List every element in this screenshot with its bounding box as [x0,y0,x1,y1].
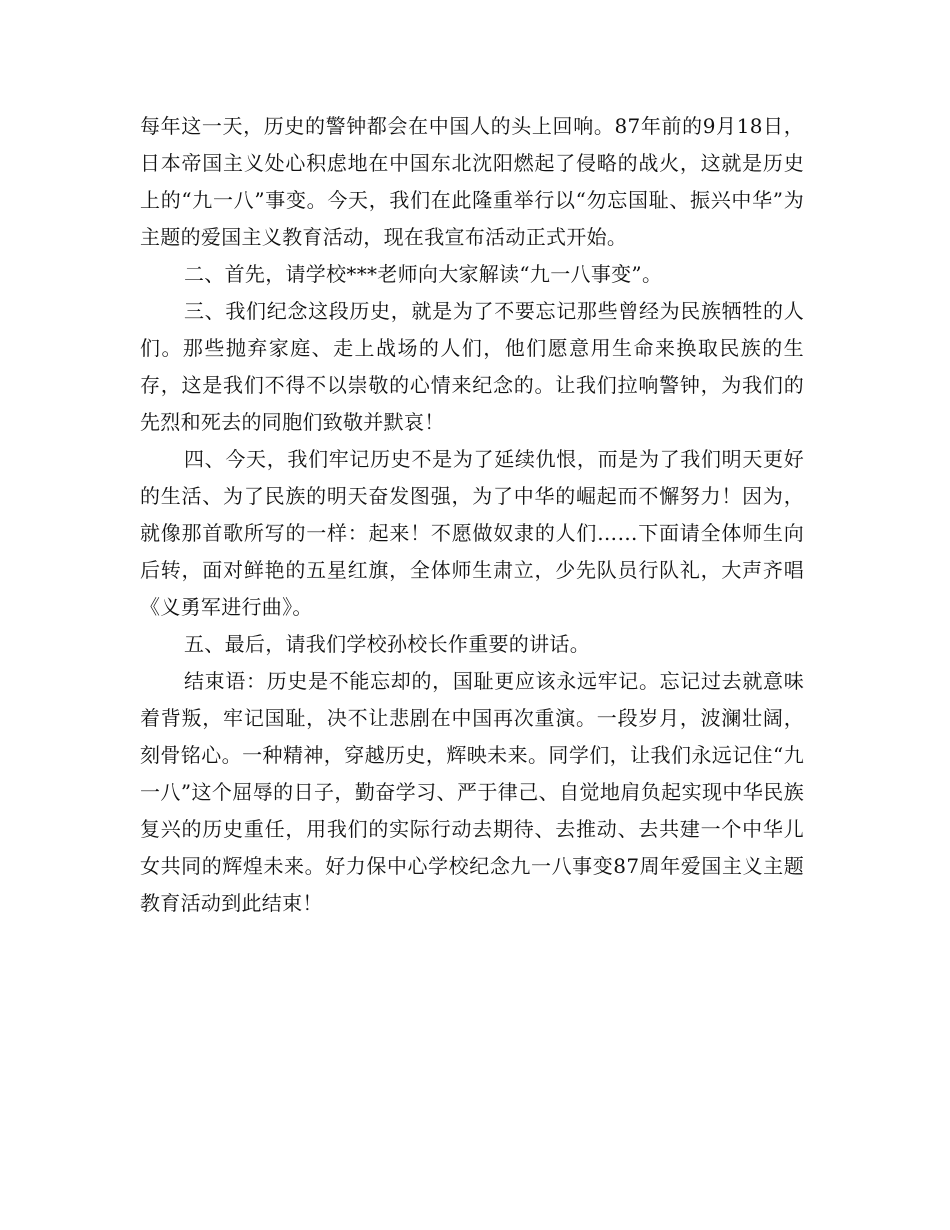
section-two-paragraph: 二、首先，请学校***老师向大家解读“九一八事变”。 [184,262,663,286]
section-four-paragraph: 四、今天，我们牢记历史不是为了延续仇恨，而是为了我们明天更好的生活、为了民族的明天奋发图强，为了中华的崛起而不懈努力！因为，就像那首歌所写的一样：起来！不愿做奴隶的人们……下面请全体师生向后转，面对鲜艳的五星红旗，全体师生肃立，少先队员行队礼，大声齐唱《义勇军进行曲》。 [140,447,804,619]
section-three-paragraph: 三、我们纪念这段历史，就是为了不要忘记那些曾经为民族牺牲的人们。那些抛弃家庭、走上战场的人们，他们愿意用生命来换取民族的生存，这是我们不得不以崇敬的心情来纪念的。让我们拉响警钟，为我们的先烈和死去的同胞们致敬并默哀！ [140,299,804,434]
closing-paragraph: 结束语：历史是不能忘却的，国耻更应该永远牢记。忘记过去就意味着背叛，牢记国耻，决不让悲剧在中国再次重演。一段岁月，波澜壮阔，刻骨铭心。一种精神，穿越历史，辉映未来。同学们，让我们永远记住“九一八”这个屈辱的日子，勤奋学习、严于律己、自觉地肩负起实现中华民族复兴的历史重任，用我们的实际行动去期待、去推动、去共建一个中华儿女共同的辉煌未来。好力保中心学校纪念九一八事变87周年爱国主义主题教育活动到此结束！ [140,669,804,915]
opening-paragraph: 每年这一天，历史的警钟都会在中国人的头上回响。87年前的9月18日，日本帝国主义处心积虑地在中国东北沈阳燃起了侵略的战火，这就是历史上的“九一八”事变。今天，我们在此隆重举行以“勿忘国耻、振兴中华”为主题的爱国主义教育活动，现在我宣布活动正式开始。 [140,114,804,249]
section-five-paragraph: 五、最后，请我们学校孙校长作重要的讲话。 [184,632,590,656]
document-page [140,108,804,922]
